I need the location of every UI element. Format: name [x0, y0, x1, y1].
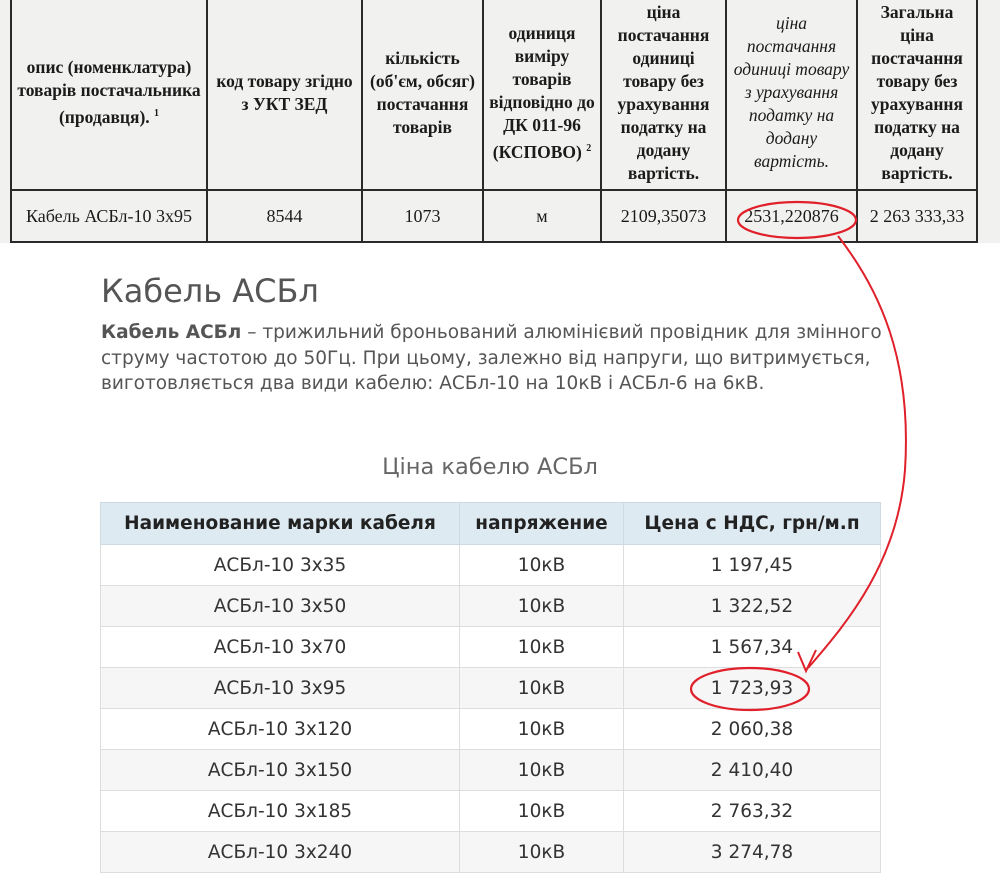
cell-cable-brand: АСБл-10 3х95: [101, 668, 460, 709]
cell-voltage: 10кВ: [460, 668, 624, 709]
table-row: [101, 791, 881, 832]
header-voltage: напряжение: [460, 503, 624, 545]
cell-cable-brand: АСБл-10 3х150: [101, 750, 460, 791]
article-description: [101, 320, 891, 397]
description-text: – трижильний броньований алюмінієвий провідник для змінного струму частотою до 50Гц. При цьому, залежно від напруги, що витримується, виготовляється два види кабелю: АСБл-10 на 10кВ і АСБл-6 на 6кВ.: [101, 322, 882, 394]
scan-header-price-with-vat: ціна постачання одиниці товару з урахування податку на додану вартість.: [726, 0, 857, 190]
cell-price: 2 763,32: [624, 791, 881, 832]
description-bold: Кабель АСБл: [101, 322, 242, 343]
scan-cell-description: Кабель АСБл-10 3х95: [11, 190, 207, 242]
cell-cable-brand: АСБл-10 3х185: [101, 791, 460, 832]
table-row: [101, 709, 881, 750]
scan-header-total: Загальна ціна постачання товару без урахування податку на додану вартість.: [857, 0, 977, 190]
scan-cell-unit: м: [483, 190, 601, 242]
price-table-header-row: [101, 503, 881, 545]
price-table: [100, 502, 881, 873]
cell-price: 1 723,93: [624, 668, 881, 709]
scan-header-code: код товару згідно з УКТ ЗЕД: [207, 0, 362, 190]
cell-price: 1 322,52: [624, 586, 881, 627]
scan-header-description: опис (номенклатура) товарів постачальника (продавця). $^1$: [11, 0, 207, 190]
table-row: [101, 586, 881, 627]
scanned-table-header: [11, 0, 977, 190]
cell-voltage: 10кВ: [460, 709, 624, 750]
cell-voltage: 10кВ: [460, 750, 624, 791]
scanned-document: [0, 0, 1000, 243]
scan-cell-price-no-vat: 2109,35073: [601, 190, 726, 242]
scan-header-quantity: кількість (об'єм, обсяг) постачання товарів: [362, 0, 483, 190]
scan-header-price-no-vat: ціна постачання одиниці товару без урахування податку на додану вартість.: [601, 0, 726, 190]
table-row: [101, 750, 881, 791]
cell-price: 2 410,40: [624, 750, 881, 791]
cell-voltage: 10кВ: [460, 586, 624, 627]
header-price: Цена с НДС, грн/м.п: [624, 503, 881, 545]
scan-cell-total: 2 263 333,33: [857, 190, 977, 242]
cell-voltage: 10кВ: [460, 627, 624, 668]
cell-price: 3 274,78: [624, 832, 881, 873]
cell-cable-brand: АСБл-10 3х35: [101, 545, 460, 586]
price-table-caption: Ціна кабелю АСБл: [382, 454, 598, 480]
scan-header-unit: одиниця виміру товарів відповідно до ДК 011-96 (КСПОВО) $^2$: [483, 0, 601, 190]
scan-cell-code: 8544: [207, 190, 362, 242]
table-row: [101, 832, 881, 873]
scanned-table-row: [11, 190, 977, 242]
cell-cable-brand: АСБл-10 3х240: [101, 832, 460, 873]
cell-voltage: 10кВ: [460, 791, 624, 832]
cell-cable-brand: АСБл-10 3х50: [101, 586, 460, 627]
table-row: [101, 627, 881, 668]
cell-price: 1 197,45: [624, 545, 881, 586]
header-cable-brand: Наименование марки кабеля: [101, 503, 460, 545]
cell-price: 2 060,38: [624, 709, 881, 750]
cell-cable-brand: АСБл-10 3х70: [101, 627, 460, 668]
article-title: Кабель АСБл: [101, 272, 319, 310]
cell-cable-brand: АСБл-10 3х120: [101, 709, 460, 750]
scanned-table: [10, 0, 978, 243]
scan-cell-price-with-vat: 2531,220876: [726, 190, 857, 242]
table-row: [101, 545, 881, 586]
cell-price: 1 567,34: [624, 627, 881, 668]
cell-voltage: 10кВ: [460, 545, 624, 586]
cell-voltage: 10кВ: [460, 832, 624, 873]
scan-cell-quantity: 1073: [362, 190, 483, 242]
table-row: [101, 668, 881, 709]
